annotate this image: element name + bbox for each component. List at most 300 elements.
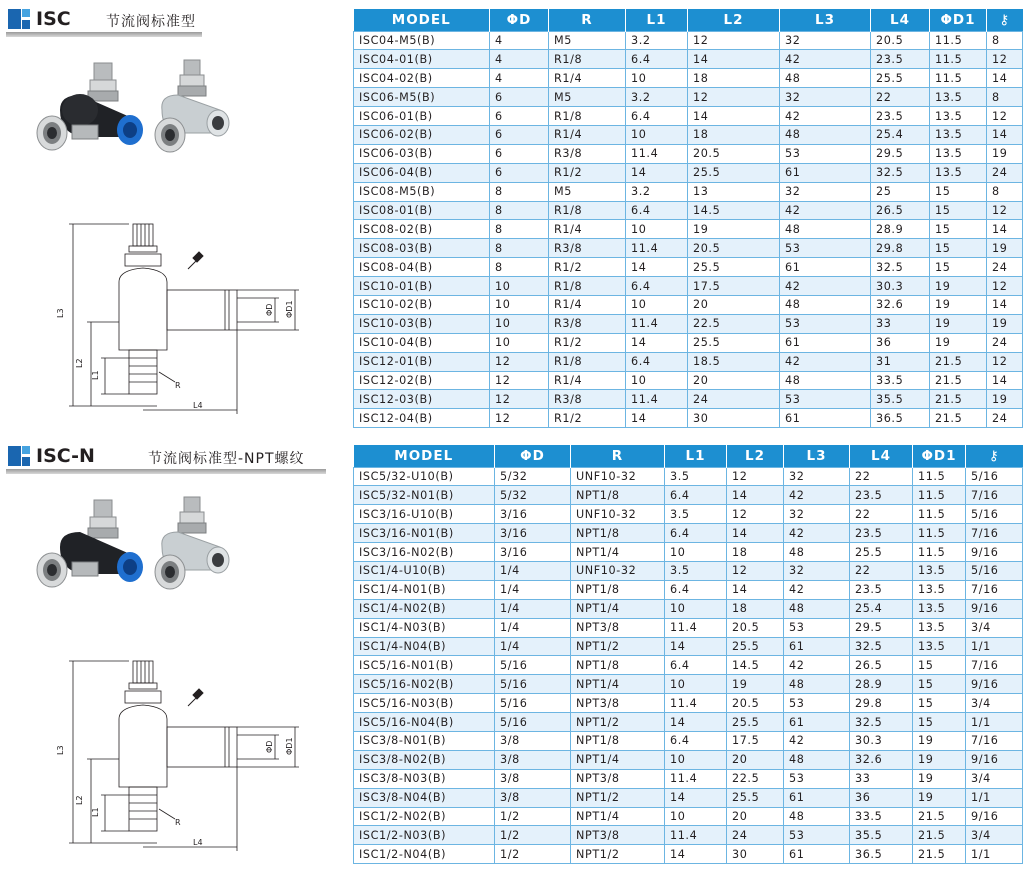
spec-cell: 8: [490, 182, 549, 201]
spec-cell: R1/8: [549, 352, 626, 371]
spec-cell: 12: [727, 505, 784, 524]
table-row: [354, 201, 1023, 220]
spec-cell: 36: [850, 788, 913, 807]
spec-cell: 3/4: [966, 618, 1023, 637]
table-row: [354, 295, 1023, 314]
model-cell: ISC3/8-N04(B): [354, 788, 495, 807]
column-header: L2: [727, 445, 784, 467]
spec-cell: 19: [930, 333, 987, 352]
spec-cell: M5: [549, 31, 626, 50]
spec-cell: NPT1/4: [571, 543, 665, 562]
spec-cell: 25.5: [727, 713, 784, 732]
spec-cell: 11.4: [626, 390, 688, 409]
model-cell: ISC3/16-N02(B): [354, 543, 495, 562]
spec-cell: 10: [665, 807, 727, 826]
spec-cell: 10: [490, 277, 549, 296]
column-header: MODEL: [354, 445, 495, 467]
spec-cell: 11.5: [913, 467, 966, 486]
spec-cell: 21.5: [913, 807, 966, 826]
spec-cell: 13.5: [913, 618, 966, 637]
spec-cell: 21.5: [930, 371, 987, 390]
spec-cell: 23.5: [871, 107, 930, 126]
spec-cell: 30.3: [871, 277, 930, 296]
model-cell: ISC10-04(B): [354, 333, 490, 352]
spec-cell: 8: [490, 258, 549, 277]
spec-cell: 10: [490, 333, 549, 352]
spec-cell: 29.5: [850, 618, 913, 637]
column-header: ΦD1: [930, 9, 987, 31]
spec-cell: 12: [490, 409, 549, 428]
spec-cell: 24: [987, 333, 1023, 352]
model-cell: ISC12-03(B): [354, 390, 490, 409]
model-cell: ISC08-M5(B): [354, 182, 490, 201]
spec-cell: 5/16: [495, 656, 571, 675]
spec-cell: 7/16: [966, 656, 1023, 675]
spec-cell: 4: [490, 50, 549, 69]
model-cell: ISC3/8-N01(B): [354, 731, 495, 750]
spec-cell: 19: [913, 731, 966, 750]
grey-fitting-image: [155, 497, 229, 589]
spec-cell: 9/16: [966, 675, 1023, 694]
spec-cell: 14: [727, 486, 784, 505]
spec-cell: 26.5: [871, 201, 930, 220]
spec-cell: 20.5: [871, 31, 930, 50]
spec-cell: 19: [930, 277, 987, 296]
spec-cell: 22: [850, 467, 913, 486]
label-l2: L2: [75, 795, 84, 805]
spec-cell: 14: [987, 295, 1023, 314]
spec-cell: 19: [913, 788, 966, 807]
spec-cell: 14: [665, 845, 727, 864]
spec-cell: 6.4: [626, 50, 688, 69]
series-code: ISC: [36, 8, 71, 30]
spec-cell: 11.5: [930, 69, 987, 88]
spec-cell: 5/16: [495, 713, 571, 732]
spec-cell: 32: [780, 88, 871, 107]
spec-cell: 7/16: [966, 486, 1023, 505]
spec-cell: 11.4: [626, 144, 688, 163]
spec-cell: 25.5: [850, 543, 913, 562]
spec-cell: 18: [727, 543, 784, 562]
spec-cell: 23.5: [850, 524, 913, 543]
spec-cell: 32.5: [850, 637, 913, 656]
spec-cell: 13.5: [930, 88, 987, 107]
product-photo: [30, 55, 230, 185]
table-row: [354, 580, 1023, 599]
spec-cell: 35.5: [871, 390, 930, 409]
spec-cell: 31: [871, 352, 930, 371]
spec-cell: 61: [784, 637, 850, 656]
spec-cell: 42: [784, 580, 850, 599]
table-row: [354, 182, 1023, 201]
spec-cell: 42: [780, 201, 871, 220]
table-row: [354, 599, 1023, 618]
spec-cell: 12: [490, 390, 549, 409]
model-cell: ISC3/8-N02(B): [354, 750, 495, 769]
spec-cell: 48: [784, 599, 850, 618]
spec-cell: 1/1: [966, 845, 1023, 864]
spec-cell: 10: [490, 295, 549, 314]
title-underline: [6, 32, 202, 37]
spec-cell: 22: [850, 561, 913, 580]
spec-cell: 1/1: [966, 713, 1023, 732]
spec-cell: 1/2: [495, 826, 571, 845]
model-cell: ISC5/16-N03(B): [354, 694, 495, 713]
spec-cell: 32: [780, 31, 871, 50]
spec-cell: 15: [930, 258, 987, 277]
spec-cell: R1/8: [549, 201, 626, 220]
spec-cell: 9/16: [966, 599, 1023, 618]
model-cell: ISC3/16-N01(B): [354, 524, 495, 543]
table-row: [354, 845, 1023, 864]
spec-cell: 7/16: [966, 580, 1023, 599]
spec-cell: 20.5: [688, 239, 780, 258]
table-row: [354, 769, 1023, 788]
spec-cell: 42: [784, 656, 850, 675]
model-cell: ISC06-M5(B): [354, 88, 490, 107]
label-d: ΦD: [265, 740, 274, 753]
spec-cell: 13.5: [913, 580, 966, 599]
spec-cell: 12: [987, 107, 1023, 126]
spec-cell: NPT1/4: [571, 599, 665, 618]
spec-cell: 22: [871, 88, 930, 107]
spec-cell: 22: [850, 505, 913, 524]
spec-cell: 3/8: [495, 769, 571, 788]
table-row: [354, 314, 1023, 333]
spec-cell: 12: [987, 201, 1023, 220]
spec-cell: 11.4: [665, 826, 727, 845]
spec-cell: 5/16: [495, 675, 571, 694]
column-header: L4: [871, 9, 930, 31]
spec-cell: 30: [688, 409, 780, 428]
spec-cell: 21.5: [913, 845, 966, 864]
wrench-icon: [188, 689, 203, 706]
model-cell: ISC08-02(B): [354, 220, 490, 239]
label-d1: ΦD1: [285, 737, 294, 755]
spec-cell: 5/16: [966, 561, 1023, 580]
spec-cell: 10: [665, 543, 727, 562]
model-cell: ISC1/4-N01(B): [354, 580, 495, 599]
spec-cell: 19: [913, 769, 966, 788]
spec-cell: 15: [930, 201, 987, 220]
spec-cell: 11.5: [913, 543, 966, 562]
spec-cell: 11.4: [665, 694, 727, 713]
spec-cell: 19: [930, 314, 987, 333]
spec-cell: 11.5: [930, 31, 987, 50]
spec-cell: 25: [871, 182, 930, 201]
table-row: [354, 694, 1023, 713]
spec-cell: 48: [784, 807, 850, 826]
table-row: [354, 390, 1023, 409]
spec-cell: 3/4: [966, 826, 1023, 845]
spec-cell: 36.5: [871, 409, 930, 428]
spec-cell: 29.5: [871, 144, 930, 163]
spec-cell: 61: [780, 333, 871, 352]
spec-cell: NPT1/8: [571, 580, 665, 599]
spec-cell: NPT1/8: [571, 656, 665, 675]
spec-cell: 3/16: [495, 543, 571, 562]
spec-cell: 15: [913, 713, 966, 732]
spec-cell: R1/2: [549, 258, 626, 277]
spec-cell: R1/8: [549, 277, 626, 296]
spec-cell: 21.5: [930, 390, 987, 409]
spec-cell: 3/16: [495, 524, 571, 543]
spec-cell: 25.5: [871, 69, 930, 88]
spec-cell: 19: [987, 239, 1023, 258]
spec-cell: 12: [987, 50, 1023, 69]
spec-cell: NPT1/2: [571, 845, 665, 864]
spec-cell: 3/8: [495, 731, 571, 750]
spec-cell: 14: [987, 69, 1023, 88]
spec-cell: 35.5: [850, 826, 913, 845]
spec-cell: 53: [784, 618, 850, 637]
spec-cell: 36: [871, 333, 930, 352]
spec-cell: NPT1/2: [571, 788, 665, 807]
spec-cell: 14: [688, 50, 780, 69]
spec-cell: 24: [987, 409, 1023, 428]
spec-cell: 32: [780, 182, 871, 201]
table-row: [354, 505, 1023, 524]
model-cell: ISC12-02(B): [354, 371, 490, 390]
spec-cell: 17.5: [688, 277, 780, 296]
spec-cell: 13.5: [913, 599, 966, 618]
spec-cell: 14: [626, 409, 688, 428]
spec-cell: 3.5: [665, 505, 727, 524]
spec-cell: NPT1/2: [571, 637, 665, 656]
table-row: [354, 713, 1023, 732]
spec-cell: 32.5: [850, 713, 913, 732]
spec-cell: 12: [987, 277, 1023, 296]
spec-cell: 1/4: [495, 580, 571, 599]
spec-cell: 12: [490, 352, 549, 371]
table-row: [354, 656, 1023, 675]
table-row: [354, 352, 1023, 371]
spec-cell: 3/8: [495, 750, 571, 769]
spec-cell: 13: [688, 182, 780, 201]
table-header-row: [354, 445, 1023, 467]
spec-cell: 42: [784, 524, 850, 543]
spec-cell: NPT1/8: [571, 486, 665, 505]
spec-cell: R3/8: [549, 314, 626, 333]
spec-cell: 14: [727, 580, 784, 599]
column-header: ΦD: [495, 445, 571, 467]
spec-cell: 13.5: [913, 561, 966, 580]
spec-cell: NPT3/8: [571, 769, 665, 788]
spec-cell: 48: [780, 220, 871, 239]
spec-cell: 18: [688, 125, 780, 144]
model-cell: ISC04-M5(B): [354, 31, 490, 50]
spec-cell: 28.9: [850, 675, 913, 694]
spec-cell: 53: [784, 769, 850, 788]
spec-cell: 1/1: [966, 637, 1023, 656]
spec-cell: 25.5: [727, 637, 784, 656]
model-cell: ISC04-02(B): [354, 69, 490, 88]
brand-square-icon: [8, 446, 30, 466]
spec-cell: 5/32: [495, 486, 571, 505]
label-l3: L3: [56, 745, 65, 755]
column-header: R: [571, 445, 665, 467]
spec-cell: 15: [930, 220, 987, 239]
spec-cell: NPT1/2: [571, 713, 665, 732]
spec-cell: 6.4: [626, 277, 688, 296]
table-row: [354, 675, 1023, 694]
black-fitting-image: [37, 500, 143, 587]
spec-cell: 42: [780, 352, 871, 371]
table-row: [354, 277, 1023, 296]
label-l1: L1: [91, 807, 100, 817]
model-cell: ISC5/16-N01(B): [354, 656, 495, 675]
table-row: [354, 69, 1023, 88]
section-title: [6, 443, 336, 473]
spec-cell: 25.5: [688, 333, 780, 352]
spec-cell: 22.5: [688, 314, 780, 333]
spec-cell: 32.5: [871, 258, 930, 277]
spec-cell: 30.3: [850, 731, 913, 750]
spec-cell: 24: [688, 390, 780, 409]
spec-cell: 19: [727, 675, 784, 694]
spec-cell: 6.4: [665, 486, 727, 505]
model-cell: ISC1/4-N04(B): [354, 637, 495, 656]
model-cell: ISC5/32-U10(B): [354, 467, 495, 486]
spec-cell: 6.4: [626, 352, 688, 371]
spec-cell: 9/16: [966, 750, 1023, 769]
spec-cell: 12: [727, 561, 784, 580]
spec-cell: 42: [780, 50, 871, 69]
model-cell: ISC1/2-N02(B): [354, 807, 495, 826]
model-cell: ISC12-01(B): [354, 352, 490, 371]
spec-cell: 13.5: [913, 637, 966, 656]
spec-cell: 23.5: [871, 50, 930, 69]
table-row: [354, 807, 1023, 826]
model-cell: ISC5/32-N01(B): [354, 486, 495, 505]
spec-cell: 4: [490, 31, 549, 50]
spec-cell: 33.5: [871, 371, 930, 390]
model-cell: ISC1/2-N03(B): [354, 826, 495, 845]
spec-cell: 6.4: [665, 656, 727, 675]
table-row: [354, 144, 1023, 163]
spec-cell: 30: [727, 845, 784, 864]
spec-cell: 4: [490, 69, 549, 88]
spec-cell: 53: [780, 239, 871, 258]
table-row: [354, 637, 1023, 656]
spec-cell: 12: [688, 31, 780, 50]
table-row: [354, 31, 1023, 50]
series-code: ISC-N: [36, 445, 95, 467]
spec-cell: 20: [688, 295, 780, 314]
spec-cell: 12: [688, 88, 780, 107]
spec-cell: 1/4: [495, 599, 571, 618]
column-header: MODEL: [354, 9, 490, 31]
label-d1: ΦD1: [285, 300, 294, 318]
spec-cell: 14: [987, 125, 1023, 144]
spec-cell: 33: [871, 314, 930, 333]
spec-table: [353, 9, 1023, 428]
model-cell: ISC12-04(B): [354, 409, 490, 428]
spec-cell: R1/4: [549, 295, 626, 314]
spec-cell: 21.5: [913, 826, 966, 845]
spec-cell: 17.5: [727, 731, 784, 750]
label-l1: L1: [91, 370, 100, 380]
spec-cell: 48: [780, 295, 871, 314]
spec-cell: 26.5: [850, 656, 913, 675]
spec-cell: 18: [688, 69, 780, 88]
spec-cell: 42: [780, 107, 871, 126]
spec-cell: 15: [930, 239, 987, 258]
table-row: [354, 409, 1023, 428]
model-cell: ISC04-01(B): [354, 50, 490, 69]
spec-cell: 11.4: [626, 239, 688, 258]
spec-cell: 14: [727, 524, 784, 543]
spec-cell: UNF10-32: [571, 561, 665, 580]
spec-cell: 32.6: [871, 295, 930, 314]
spec-cell: 12: [727, 467, 784, 486]
spec-cell: 32.5: [871, 163, 930, 182]
model-cell: ISC5/16-N02(B): [354, 675, 495, 694]
spec-cell: 15: [913, 675, 966, 694]
spec-cell: 14: [626, 258, 688, 277]
spec-cell: 21.5: [930, 409, 987, 428]
spec-cell: R1/4: [549, 371, 626, 390]
spec-cell: 3/8: [495, 788, 571, 807]
spec-cell: 13.5: [930, 125, 987, 144]
spec-cell: M5: [549, 182, 626, 201]
table-row: [354, 163, 1023, 182]
spec-cell: 13.5: [930, 144, 987, 163]
spec-cell: NPT1/4: [571, 807, 665, 826]
table-row: [354, 125, 1023, 144]
spec-cell: 14: [626, 163, 688, 182]
spec-cell: 48: [784, 543, 850, 562]
model-cell: ISC06-04(B): [354, 163, 490, 182]
spec-cell: 53: [780, 314, 871, 333]
spec-cell: NPT3/8: [571, 618, 665, 637]
table-row: [354, 524, 1023, 543]
spec-cell: 10: [665, 750, 727, 769]
spec-cell: 48: [784, 750, 850, 769]
spec-cell: 6: [490, 88, 549, 107]
spec-cell: 11.5: [930, 50, 987, 69]
spec-cell: R1/2: [549, 333, 626, 352]
table-row: [354, 467, 1023, 486]
spec-cell: 42: [780, 277, 871, 296]
spec-cell: 19: [987, 314, 1023, 333]
spec-cell: 48: [784, 675, 850, 694]
spec-cell: 32.6: [850, 750, 913, 769]
spec-cell: 25.4: [850, 599, 913, 618]
spec-cell: 20: [727, 750, 784, 769]
table-row: [354, 826, 1023, 845]
spec-cell: 8: [490, 201, 549, 220]
isc-section: [0, 0, 1029, 430]
model-cell: ISC08-04(B): [354, 258, 490, 277]
table-row: [354, 333, 1023, 352]
spec-cell: R3/8: [549, 390, 626, 409]
spec-cell: 19: [930, 295, 987, 314]
spec-cell: 8: [490, 220, 549, 239]
spec-cell: 6.4: [626, 107, 688, 126]
spec-cell: 36.5: [850, 845, 913, 864]
spec-cell: 48: [780, 371, 871, 390]
spec-cell: 24: [987, 258, 1023, 277]
table-row: [354, 107, 1023, 126]
brand-square-icon: [8, 9, 30, 29]
spec-cell: 9/16: [966, 807, 1023, 826]
spec-cell: 5/16: [495, 694, 571, 713]
spec-cell: 19: [987, 144, 1023, 163]
table-row: [354, 258, 1023, 277]
model-cell: ISC06-03(B): [354, 144, 490, 163]
spec-cell: NPT1/8: [571, 731, 665, 750]
